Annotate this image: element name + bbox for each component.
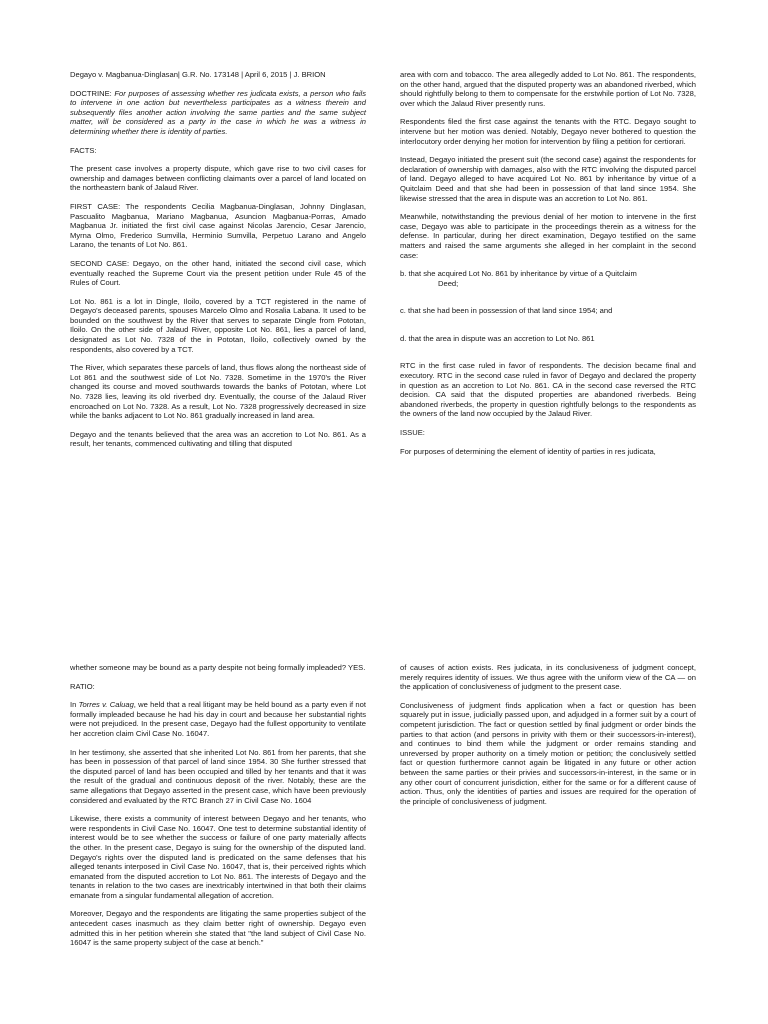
list-item-b-text: b. that she acquired Lot No. 861 by inheritance by virtue of a Quitclaim [400, 269, 637, 279]
conclusiveness-paragraph: Conclusiveness of judgment finds application when a fact or question has been squarely put in issue, judicially passed upon, and adjudged in a former suit by a court of competent jurisdiction. The fact or question settled by final judgment or order binds the parties to that action (and persons in privity with them or their successors-in-interest), and continues to bind them while the judgment or order remains standing and unreversed by proper authority on a timely motion or petition; the conclusively settled fact or question furthermore cannot again be litigated in any future or other action between the same parties or their privies and successors-in-interest, in the same or in any other court of concurrent jurisdiction, either for the same or for a different cause of action. Thus, only the identities of parties and issues are required for the operation of the principle of conclusiveness of judgment. [400, 700, 696, 806]
witness-paragraph: Meanwhile, notwithstanding the previous denial of her motion to intervene in the first case, Degayo was able to participate in the proceedings therein as a witness for the defense. In particular, during her direct examination, Degayo testified on the same matters and raised the same arguments she alleged in her complaint in the second case: [400, 212, 696, 260]
second-suit-paragraph: Instead, Degayo initiated the present suit (the second case) against the respondents for declaration of ownership with damages, also with the RTC involving the disputed parcel of land. Degayo alleged to have acquired Lot No. 861 by inheritance by virtue of a Quitclaim Deed and that she had been in possession of that land since 1954. She likewise stressed that the area in dispute was an accretion to Lot No. 861. [400, 155, 696, 203]
river-paragraph: The River, which separates these parcels of land, thus flows along the northeast side of Lot 861 and the southwest side of Lot No. 7328. Sometime in the 1970's the River changed its course and moved southwards towards the banks of Pototan, where Lot No. 7328 lies, leaving its old riverbed dry. Eventually, the course of the Jalaud River encroached on Lot No. 7328. As a result, Lot No. 7328 progressively decreased in size while the banks adjacent to Lot No. 861 gradually increased in land area. [70, 363, 366, 421]
list-item-b [400, 269, 696, 288]
doctrine-paragraph [70, 89, 366, 137]
list-item-d: d. that the area in dispute was an accretion to Lot No. 861 [400, 333, 595, 343]
doctrine-text: For purposes of assessing whether res judicata exists, a person who fails to intervene in one action but nevertheless participates as a witness therein and subsequently files another action involving the same parties and the same subject matter, will be considered as a party in the case in which he was a witness in determining whether there is identity of parties. [70, 88, 366, 136]
community-of-interest-paragraph: Likewise, there exists a community of interest between Degayo and her tenants, who were respondents in Civil Case No. 16047. One test to determine substantial identity of interest would be to see whether the success or failure of one party materially affects the other. In the present case, Degayo is suing for the ownership of the disputed land. Degayo's rights over the disputed land is predicated on the same defenses that his alleged tenants interposed in Civil Case No. 16047, that is, their perceived rights which emanated from the disputed accretion to Lot No. 861. The interests of Degayo and the tenants in relation to the two cases are inextricably intertwined in that both their claims emanate from a singular fundamental allegation of accretion. [70, 814, 366, 900]
issue-continuation-paragraph: whether someone may be bound as a party despite not being formally impleaded? YES. [70, 663, 366, 672]
continuation-paragraph: area with corn and tobacco. The area allegedly added to Lot No. 861. The respondents, on the other hand, argued that the disputed property was an abandoned riverbed, which should rightfully belong to them to compensate for the erstwhile portion of Lot No. 7328, over which the Jalaud River presently runs. [400, 70, 696, 108]
page2-left-column [70, 663, 366, 948]
page2-right-column [400, 663, 696, 806]
lot-861-paragraph: Lot No. 861 is a lot in Dingle, Iloilo, covered by a TCT registered in the name of Degayo's deceased parents, spouses Marcelo Olmo and Rosalia Labana. It used to be bounded on the southwest by the River that serves to separate Dingle from Pototan, Iloilo. On the other side of Jalaud River, opposite Lot No. 861, lies a parcel of land, designated as Lot No. 7328 of the in Pototan, Iloilo, collectively owned by the respondents, also covered by a TCT. [70, 296, 366, 354]
torres-case-name: Torres v. Caluag [78, 700, 134, 710]
same-properties-paragraph: Moreover, Degayo and the respondents are litigating the same properties subject of the antecedent cases inasmuch as they claim better right of ownership. Degayo even admitted this in her petition wherein she stated that "the land subject of Civil Case No. 16047 is the same property subject of the case at bench." [70, 909, 366, 948]
issue-paragraph: For purposes of determining the element of identity of parties in res judicata, [400, 446, 656, 456]
list-item-c: c. that she had been in possession of that land since 1954; and [400, 306, 613, 316]
first-case-paragraph: FIRST CASE: The respondents Cecilia Magbanua-Dinglasan, Johnny Dinglasan, Pascualito Magbanua, Mariano Magbanua, Asuncion Magbanua-Porras, Amado Magbanua Jr. initiated the first civil case against Nicolas Jarencio, Cesar Jarencio, Myrna Olmo, Frederico Sumvilla, Herminio Sumvilla, Perpetuo Larano and Angelo Larano, the tenants of Lot No. 861. [70, 201, 366, 250]
page1-left-column [70, 70, 366, 449]
facts-heading: FACTS: [70, 145, 97, 155]
case-title: Degayo v. Magbanua-Dinglasan| G.R. No. 173148 | April 6, 2015 | J. BRION [70, 70, 326, 79]
torres-paragraph: In Torres v. Caluag, we held that a real litigant may be held bound as a party even if not formally impleaded because he had his day in court and because her substantial rights were not prejudiced. In the present case, Degayo had the fullest opportunity to ventilate her accretion claim Civil Case No. 16047. [70, 700, 366, 738]
torres-text: , we held that a real litigant may be held bound as a party even if not formally impleaded because he had his day in court and because her substantial rights were not prejudiced. In the present case, Degayo had the fullest opportunity to ventilate her accretion claim Civil Case No. 16047. [70, 700, 366, 738]
tenants-paragraph: Degayo and the tenants believed that the area was an accretion to Lot No. 861. As a result, her tenants, commenced cultivating and tilling that disputed [70, 429, 366, 449]
testimony-paragraph: In her testimony, she asserted that she inherited Lot No. 861 from her parents, that she has been in possession of that parcel of land since 1954. 30 She further stressed that the disputed parcel of land has been occupied and tilled by her tenants and that it was the result of the gradual and continuous deposit of the river. Notably, these are the same allegations that Degayo asserted in the present case, which have been previously considered and evaluated by the RTC Branch 27 in Civil Case No. 1604 [70, 747, 366, 805]
list-item-b-continuation: Deed; [438, 278, 459, 288]
causes-of-action-paragraph: of causes of action exists. Res judicata, in its conclusiveness of judgment concept, merely requires identity of issues. We thus agree with the uniform view of the CA — on the application of conclusiveness of judgment to the present case. [400, 663, 696, 692]
page1-right-column [400, 70, 696, 456]
facts-intro-paragraph: The present case involves a property dispute, which gave rise to two civil cases for ownership and damages between conflicting claimants over a parcel of land located on the northeastern bank of Jalaud River. [70, 164, 366, 193]
second-case-paragraph: SECOND CASE: Degayo, on the other hand, initiated the second civil case, which eventually reached the Supreme Court via the present petition under Rule 45 of the Rules of Court. [70, 258, 366, 288]
doctrine-label: DOCTRINE: [70, 88, 112, 98]
rtc-ruling-paragraph: RTC in the first case ruled in favor of respondents. The decision became final and executory. RTC in the second case ruled in favor of Degayo and declared the property in question as an accretion to Lot No. 861. CA in the second case reversed the RTC decision. CA said that the disputed properties are abandoned riverbeds. Being abandoned riverbeds, the property in question rightfully belongs to the respondents as the owners of the land now occupied by the Jalaud River. [400, 361, 696, 419]
ratio-heading: RATIO: [70, 681, 95, 691]
issue-heading: ISSUE: [400, 428, 425, 438]
first-case-filed-paragraph: Respondents filed the first case against the tenants with the RTC. Degayo sought to intervene but her motion was denied. Notably, Degayo never bothered to question the interlocutory order denying her motion for intervention by filing a petition for certiorari. [400, 117, 696, 146]
